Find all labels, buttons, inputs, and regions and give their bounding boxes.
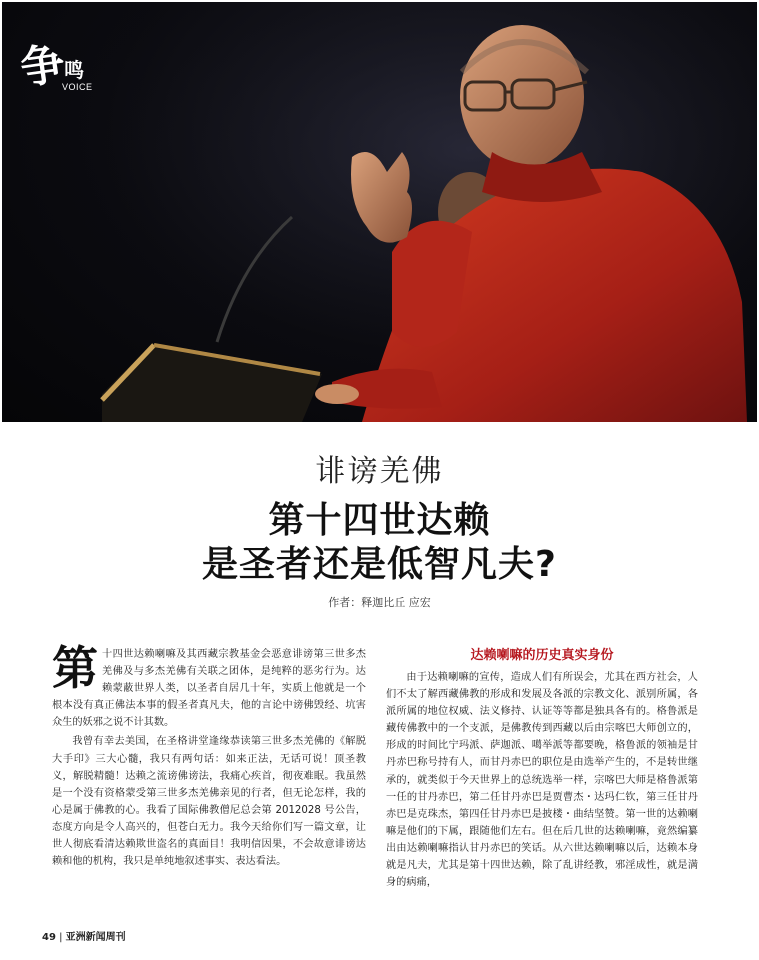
right-paragraph-1: 由于达赖喇嘛的宣传，造成人们有所误会，尤其在西方社会，人们不太了解西藏佛教的形成和发展及各派的宗教文化、派别所属，各派所属的地位权威、法义修持、认证等等都是独具各有的。格鲁派是藏传佛教中的一个支派，是佛教传到西藏以后由宗喀巴大师创立的，形成的时间比宁玛派、萨迦派、噶举派等都要晚，格鲁派的领袖是甘丹赤巴称号持有人，而甘丹赤巴的职位是由选举产生的，不是转世继承的，就类似于今天世界上的总统选举一样，宗喀巴大师是格鲁派第一任的甘丹赤巴，第二任甘丹赤巴是贾曹杰・达玛仁钦，第三任甘丹赤巴是克珠杰，第四任甘丹赤巴是披楼・曲结坚赞。第一世的达赖喇嘛是他们的下属，跟随他们左右。但在后几世的达赖喇嘛，竟然编纂出由达赖喇嘛指认甘丹赤巴的笑话。从六世达赖喇嘛以后，达赖本身就是凡夫，尤其是第十四世达赖，除了乱讲经教，邪淫成性，就是满身的病痛， xyxy=(386,672,698,889)
dropcap: 第 xyxy=(52,641,98,695)
left-column xyxy=(52,641,366,870)
section-logo xyxy=(17,30,100,108)
footer-separator: | xyxy=(59,932,66,943)
left-paragraph-1: 十四世达赖喇嘛及其西藏宗教基金会恶意诽谤第三世多杰羌佛及与多杰羌佛有关联之团体，是纯粹的恶劣行为。达赖蒙蔽世界人类，以圣者自居几十年，实质上他就是一个根本没有真正佛法本事的假圣者真凡夫，他的言论中谤佛毁经、坑害众生的妖邪之说不计其数。 xyxy=(52,649,366,729)
headline-line-2: 是圣者还是低智凡夫? xyxy=(202,544,557,585)
publication-name: 亚洲新闻周刊 xyxy=(65,932,126,943)
page-footer xyxy=(42,928,126,943)
logo-small-glyph: 鸣 xyxy=(64,58,84,82)
article-kicker: 诽谤羌佛 xyxy=(315,454,444,489)
headline-line-1: 第十四世达赖 xyxy=(268,500,491,541)
byline: 作者：释迦比丘 应宏 xyxy=(328,596,431,609)
hero-photo xyxy=(2,2,757,422)
logo-main-glyph: 争 xyxy=(17,38,68,95)
logo-caption: VOICE xyxy=(62,82,93,92)
left-paragraph-2: 我曾有幸去美国，在圣格讲堂逢缘恭读第三世多杰羌佛的《解脱大手印》三大心髓，我只有两句话：如来正法，无话可说！顶圣教义，解脱精髓！达赖之流谤佛谤法，我痛心疾首，彻夜难眠。我虽然是一个没有资格蒙受第三世多杰羌佛亲见的行者，但无论怎样，我的心是属于佛教的心。我看了国际佛教僧尼总会第 2012028 号公告，态度方向是令人高兴的，但苍白无力。我今天给你们写一篇文章，让世人彻底看清达赖欺世盗名的真面目！我明信因果，不会故意诽谤达赖和他的机构，我只是单纯地叙述事实、表达看法。 xyxy=(52,736,366,868)
right-column xyxy=(386,648,698,891)
speaker-photo-illustration xyxy=(2,2,757,422)
section-heading: 达赖喇嘛的历史真实身份 xyxy=(470,648,614,663)
page-number: 49 xyxy=(42,932,56,943)
